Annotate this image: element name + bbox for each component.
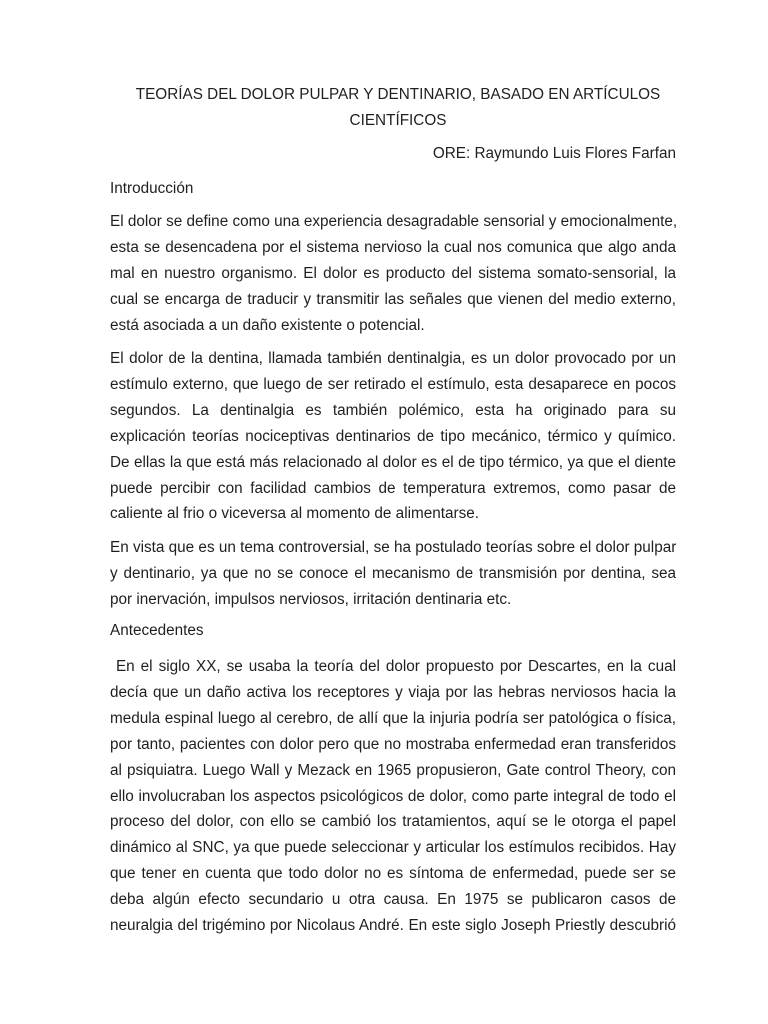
text-line: El dolor se define como una experiencia desagradable sensorial y emocionalmente, — [110, 213, 678, 230]
paragraph-intro-1 — [110, 209, 676, 339]
text-line: que tener en cuenta que todo dolor no es síntoma de enfermedad, puede ser se — [110, 865, 676, 883]
text-line: puede percibir con facilidad cambios de temperatura extremos, como pasar de — [110, 479, 676, 497]
section-heading-antecedentes: Antecedentes — [110, 622, 204, 639]
text-line: En vista que es un tema controversial, se ha postulado teorías sobre el dolor pulpar — [110, 539, 677, 556]
author-line: ORE: Raymundo Luis Flores Farfan — [432, 145, 676, 162]
text-line: por inervación, impulsos nerviosos, irritación dentinaria etc. — [110, 590, 512, 608]
text-line: por tanto, pacientes con dolor pero que no mostraba enfermedad eran transferidos — [110, 735, 676, 753]
text-line: estímulo externo, que luego de ser retirado el estímulo, esta desaparece en pocos — [110, 375, 676, 393]
paragraph-antecedentes-1 — [110, 654, 676, 939]
text-line: mal en nuestro organismo. El dolor es producto del sistema somato-sensorial, la — [110, 264, 676, 282]
text-line: está asociada a un daño existente o potencial. — [110, 316, 425, 334]
text-line: al psiquiatra. Luego Wall y Mezack en 1965 propusieron, Gate control Theory, con — [110, 761, 676, 779]
paragraph-intro-2 — [110, 346, 676, 527]
text-line: y dentinario, ya que no se conoce el mecanismo de transmisión por dentina, sea — [110, 564, 676, 582]
text-line: El dolor de la dentina, llamada también dentinalgia, es un dolor provocado por un — [110, 350, 676, 367]
title-line: TEORÍAS DEL DOLOR PULPAR Y DENTINARIO, BASADO EN ARTÍCULOS — [135, 86, 661, 103]
text-line: explicación teorías nociceptivas dentinarios de tipo mecánico, térmico y químico. — [110, 427, 676, 445]
text-line: neuralgia del trigémino por Nicolaus André. En este siglo Joseph Priestly descubrió — [110, 917, 676, 935]
text-line: proceso del dolor, con ello se cambió los tratamientos, aquí se le otorga el papel — [110, 813, 676, 831]
text-line: De ellas la que está más relacionado al dolor es el de tipo térmico, ya que el diente — [110, 453, 676, 471]
paragraph-intro-3 — [110, 535, 676, 613]
text-line: dinámico al SNC, ya que puede seleccionar y articular los estímulos recibidos. Hay — [110, 839, 676, 857]
text-line: esta se desencadena por el sistema nervioso la cual nos comunica que algo anda — [110, 238, 676, 256]
text-line: En el siglo XX, se usaba la teoría del dolor propuesto por Descartes, en la cual — [110, 658, 676, 675]
text-line: cual se encarga de traducir y transmitir las señales que vienen del medio externo, — [110, 290, 676, 308]
text-line: decía que un daño activa los receptores y viaja por las hebras nerviosos hacia la — [110, 683, 676, 701]
text-line: segundos. La dentinalgia es también polémico, esta ha originado para su — [110, 401, 676, 419]
text-line: medula espinal luego al cerebro, de allí que la injuria podría ser patológica o física, — [110, 709, 676, 727]
section-heading-introduccion: Introducción — [110, 180, 194, 197]
document-title — [110, 82, 686, 134]
title-line: CIENTÍFICOS — [349, 112, 447, 129]
text-line: caliente al frio o viceversa al momento de alimentarse. — [110, 505, 480, 523]
text-line: ello involucraban los aspectos psicológicos de dolor, como parte integral de todo el — [110, 787, 676, 805]
text-line: deba algún efecto secundario u otra causa. En 1975 se publicaron casos de — [110, 891, 676, 909]
